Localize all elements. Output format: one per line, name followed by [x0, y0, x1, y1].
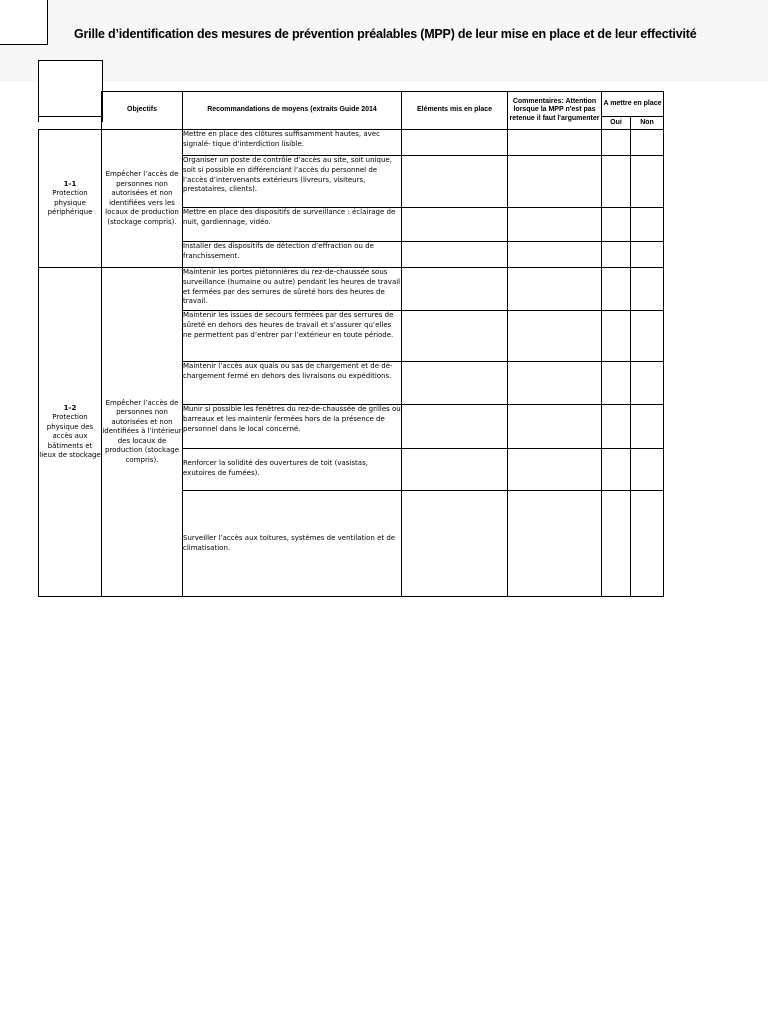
- recommandation-cell: Installer des dispositifs de détection d’effraction ou de franchissement.: [183, 242, 402, 268]
- section-name: Protection physique des accès aux bâtiments et lieux de stockage: [39, 413, 101, 459]
- header-empty-cell: [39, 117, 102, 130]
- non-cell[interactable]: [631, 242, 664, 268]
- commentaires-cell[interactable]: [508, 242, 602, 268]
- header-objectifs: Objectifs: [102, 92, 183, 130]
- oui-cell[interactable]: [602, 268, 631, 311]
- oui-cell[interactable]: [602, 208, 631, 242]
- oui-cell[interactable]: [602, 362, 631, 405]
- header-recommandations: Recommandations de moyens (extraits Guide 2014: [183, 92, 402, 130]
- oui-cell[interactable]: [602, 311, 631, 362]
- header-band: [0, 0, 768, 82]
- non-cell[interactable]: [631, 405, 664, 449]
- corner-box: [0, 0, 48, 45]
- header-a-mettre-en-place: A mettre en place: [602, 92, 664, 117]
- commentaires-cell[interactable]: [508, 156, 602, 208]
- header-commentaires: Commentaires: Attention lorsque la MPP n'est pas retenue il faut l'argumenter: [508, 92, 602, 130]
- non-cell[interactable]: [631, 130, 664, 156]
- elements-cell[interactable]: [402, 268, 508, 311]
- section-name: Protection physique périphérique: [47, 189, 93, 216]
- elements-cell[interactable]: [402, 362, 508, 405]
- recommandation-cell: Maintenir l’accès aux quais ou sas de chargement et de dé- chargement fermé en dehors des livraisons ou expéditions.: [183, 362, 402, 405]
- recommandation-cell: Maintenir les issues de secours fermées par des serrures de sûreté en dehors des heures de travail et s’assurer qu’elles ne permettent pas d’entrer par l’extérieur en toute période.: [183, 311, 402, 362]
- commentaires-cell[interactable]: [508, 449, 602, 491]
- oui-cell[interactable]: [602, 405, 631, 449]
- recommandation-cell: Renforcer la solidité des ouvertures de toit (vasistas, exutoires de fumées).: [183, 449, 402, 491]
- header-non: Non: [631, 117, 664, 130]
- elements-cell[interactable]: [402, 208, 508, 242]
- recommandation-cell: Organiser un poste de contrôle d’accès au site, soit unique, soit si possible en différenciant l’accès du personnel de l’accès d’intervenants extérieurs (livreurs, visiteurs, prestataires, clients).: [183, 156, 402, 208]
- non-cell[interactable]: [631, 449, 664, 491]
- commentaires-cell[interactable]: [508, 311, 602, 362]
- objectif-cell: Empêcher l’accès de personnes non autorisées et non identifiées vers les locaux de production (stockage compris).: [102, 130, 183, 268]
- elements-cell[interactable]: [402, 491, 508, 597]
- commentaires-cell[interactable]: [508, 208, 602, 242]
- commentaires-cell[interactable]: [508, 362, 602, 405]
- elements-cell[interactable]: [402, 156, 508, 208]
- oui-cell[interactable]: [602, 491, 631, 597]
- elements-cell[interactable]: [402, 311, 508, 362]
- recommandation-cell: Mettre en place des clôtures suffisamment hautes, avec signalé- tique d’interdiction lisible.: [183, 130, 402, 156]
- non-cell[interactable]: [631, 156, 664, 208]
- non-cell[interactable]: [631, 362, 664, 405]
- header-empty-cell: [39, 92, 102, 117]
- elements-cell[interactable]: [402, 405, 508, 449]
- page-title: Grille d’identification des mesures de prévention préalables (MPP) de leur mise en place et de leur effectivité: [74, 27, 697, 41]
- non-cell[interactable]: [631, 311, 664, 362]
- commentaires-cell[interactable]: [508, 405, 602, 449]
- oui-cell[interactable]: [602, 156, 631, 208]
- commentaires-cell[interactable]: [508, 268, 602, 311]
- elements-cell[interactable]: [402, 242, 508, 268]
- recommandation-cell: Munir si possible les fenêtres du rez-de-chaussée de grilles ou barreaux et les maintenir fermées hors de la présence de personnel dans le local concerné.: [183, 405, 402, 449]
- table-row: [39, 130, 664, 156]
- recommandation-cell: Maintenir les portes piétonnières du rez-de-chaussée sous surveillance (humaine ou autre) pendant les heures de travail et fermées par des serrures de sûreté hors des heures de travail.: [183, 268, 402, 311]
- section-1-2-cell: [39, 268, 102, 597]
- commentaires-cell[interactable]: [508, 491, 602, 597]
- recommandation-cell: Surveiller l’accès aux toitures, systèmes de ventilation et de climatisation.: [183, 491, 402, 597]
- table-row: [39, 268, 664, 311]
- section-code: 1-1: [63, 179, 77, 188]
- oui-cell[interactable]: [602, 130, 631, 156]
- header-elements: Eléments mis en place: [402, 92, 508, 130]
- elements-cell[interactable]: [402, 449, 508, 491]
- non-cell[interactable]: [631, 268, 664, 311]
- elements-cell[interactable]: [402, 130, 508, 156]
- objectif-cell: Empêcher l’accès de personnes non autorisées et non identifiées à l’intérieur des locaux de production (stockage compris).: [102, 268, 183, 597]
- mpp-grid-table: [38, 91, 664, 597]
- recommandation-cell: Mettre en place des dispositifs de surveillance : éclairage de nuit, gardiennage, vidéo.: [183, 208, 402, 242]
- oui-cell[interactable]: [602, 449, 631, 491]
- non-cell[interactable]: [631, 491, 664, 597]
- section-1-1-cell: [39, 130, 102, 268]
- oui-cell[interactable]: [602, 242, 631, 268]
- commentaires-cell[interactable]: [508, 130, 602, 156]
- header-oui: Oui: [602, 117, 631, 130]
- section-code: 1-2: [63, 403, 77, 412]
- non-cell[interactable]: [631, 208, 664, 242]
